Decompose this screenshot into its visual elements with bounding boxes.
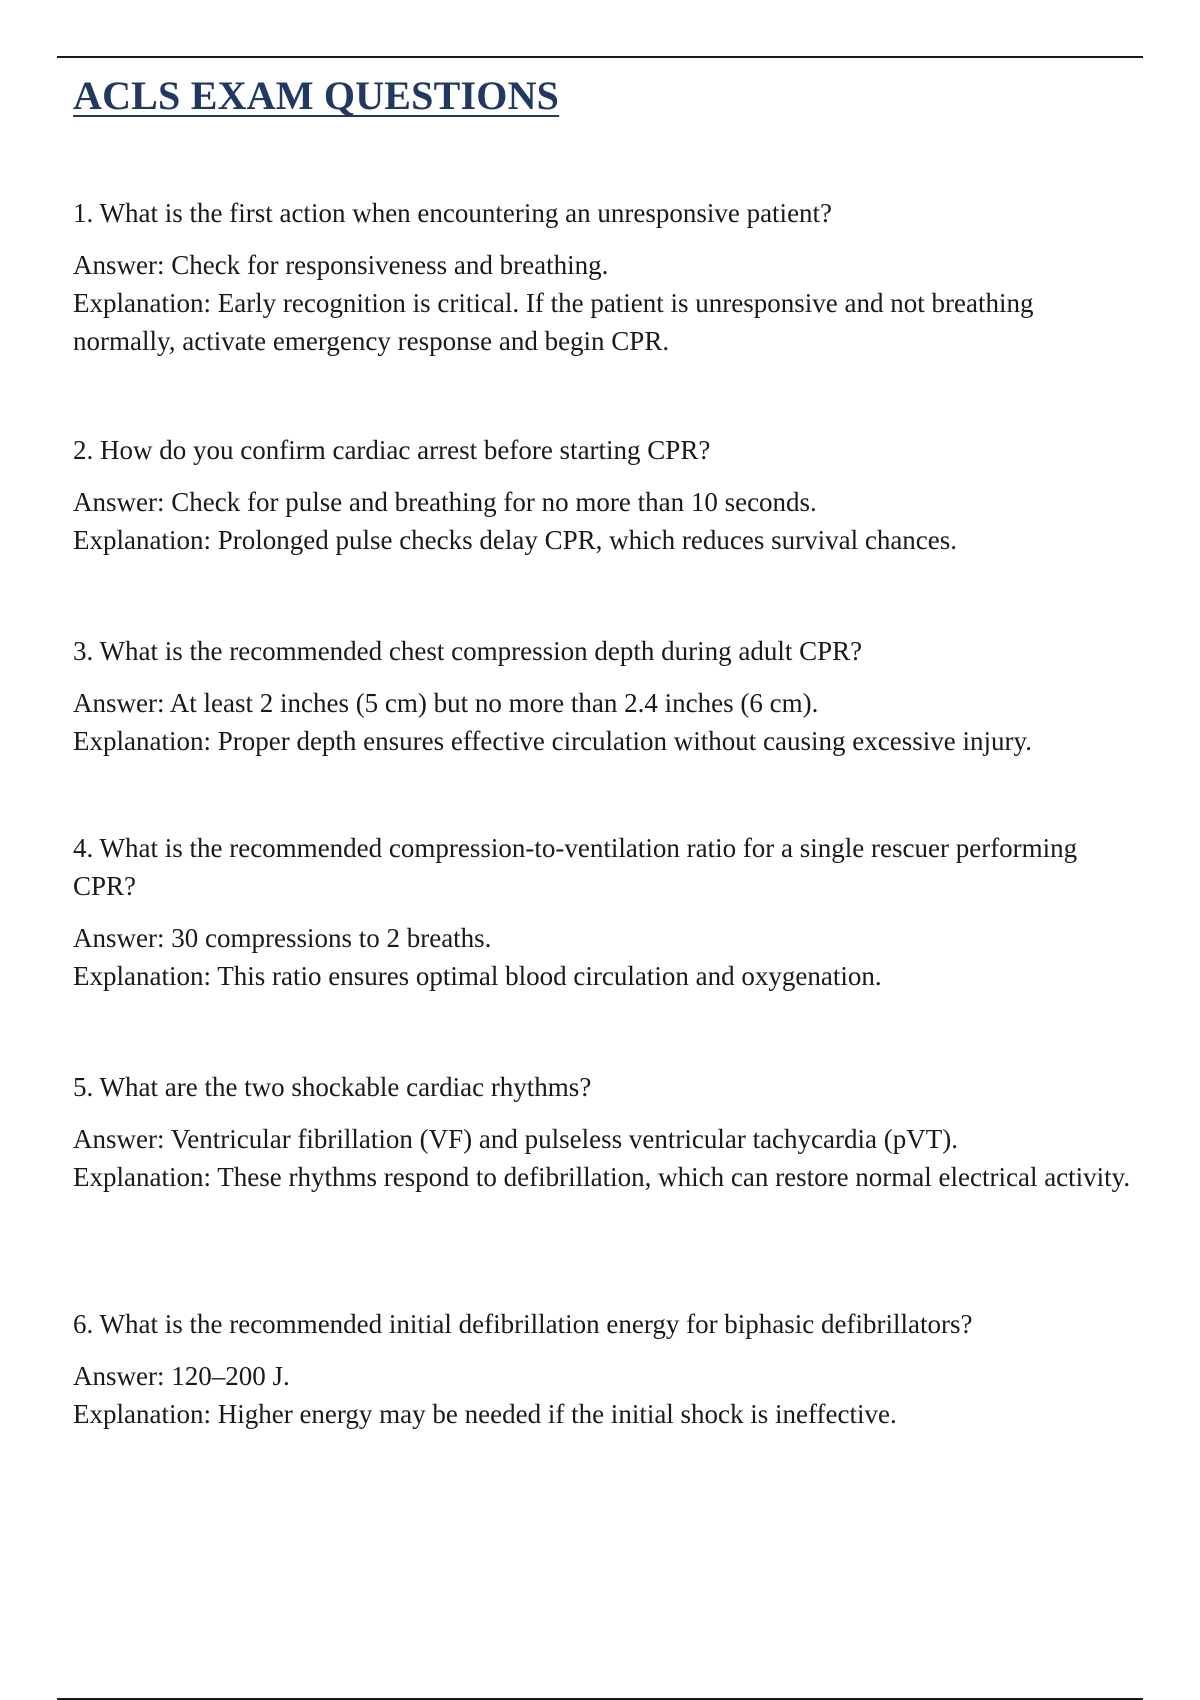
answer-block bbox=[73, 1343, 1133, 1433]
explanation-text: Explanation: Proper depth ensures effective circulation without causing excessive injury. bbox=[73, 726, 1032, 756]
explanation-text: Explanation: Prolonged pulse checks delay CPR, which reduces survival chances. bbox=[73, 525, 958, 555]
answer-text: Answer: 30 compressions to 2 breaths. bbox=[73, 923, 492, 953]
question-text: 1. What is the first action when encountering an unresponsive patient? bbox=[73, 198, 833, 228]
answer-text: Answer: At least 2 inches (5 cm) but no more than 2.4 inches (6 cm). bbox=[73, 688, 819, 718]
answer-block bbox=[73, 232, 1133, 360]
explanation-text: Explanation: Higher energy may be needed if the initial shock is ineffective. bbox=[73, 1399, 897, 1429]
top-divider bbox=[57, 56, 1143, 58]
qa-item bbox=[73, 431, 1133, 559]
answer-text: Answer: 120–200 J. bbox=[73, 1361, 290, 1391]
question-text: 3. What is the recommended chest compression depth during adult CPR? bbox=[73, 636, 863, 666]
explanation-text: Explanation: Early recognition is critical. If the patient is unresponsive and not breathing normally, activate emergency response and begin CPR. bbox=[73, 288, 1034, 356]
answer-block bbox=[73, 905, 1133, 995]
qa-item bbox=[73, 632, 1133, 760]
answer-text: Answer: Check for pulse and breathing for no more than 10 seconds. bbox=[73, 487, 817, 517]
explanation-text: Explanation: This ratio ensures optimal blood circulation and oxygenation. bbox=[73, 961, 882, 991]
answer-block bbox=[73, 469, 1133, 559]
page-title: ACLS EXAM QUESTIONS bbox=[73, 73, 560, 118]
qa-item bbox=[73, 194, 1133, 360]
explanation-text: Explanation: These rhythms respond to defibrillation, which can restore normal electrical activity. bbox=[73, 1162, 1131, 1192]
question-text: 2. How do you confirm cardiac arrest before starting CPR? bbox=[73, 435, 711, 465]
question-text: 6. What is the recommended initial defibrillation energy for biphasic defibrillators? bbox=[73, 1309, 973, 1339]
qa-item bbox=[73, 1068, 1133, 1196]
qa-item bbox=[73, 829, 1133, 995]
answer-block bbox=[73, 670, 1133, 760]
question-text: 4. What is the recommended compression-to-ventilation ratio for a single rescuer performing CPR? bbox=[73, 833, 1078, 901]
answer-text: Answer: Check for responsiveness and breathing. bbox=[73, 250, 609, 280]
answer-text: Answer: Ventricular fibrillation (VF) and pulseless ventricular tachycardia (pVT). bbox=[73, 1124, 958, 1154]
question-text: 5. What are the two shockable cardiac rhythms? bbox=[73, 1072, 592, 1102]
answer-block bbox=[73, 1106, 1133, 1196]
qa-item bbox=[73, 1305, 1133, 1433]
